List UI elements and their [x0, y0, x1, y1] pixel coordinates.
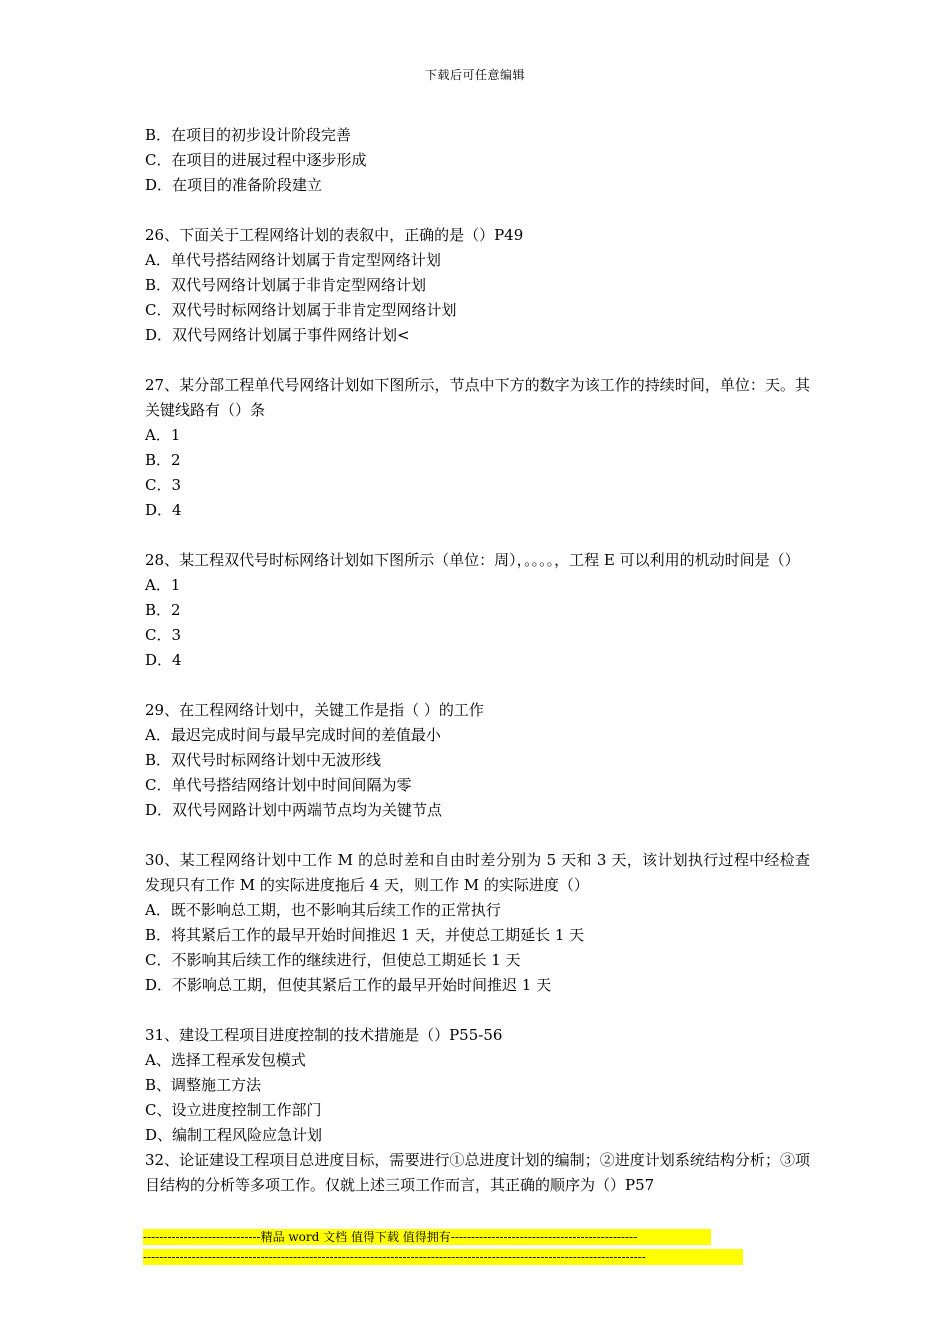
question-text: 32、论证建设工程项目总进度目标，需要进行①总进度计划的编制；②进度计划系统结构分析；③项目结构的分析等多项工作。仅就上述三项工作而言，其正确的顺序为（）P57 [145, 1151, 810, 1194]
footer-divider: ---------------------------------------------------------------------------------------------------------------------------- [143, 1249, 743, 1265]
question-text: 30、某工程网络计划中工作 M 的总时差和自由时差分别为 5 天和 3 天，该计划执行过程中经检查发现只有工作 M 的实际进度拖后 4 天，则工作 M 的实际进度（） [145, 851, 810, 894]
option-d: D．不影响总工期，但使其紧后工作的最早开始时间推迟 1 天 [145, 976, 552, 994]
option-a: A．既不影响总工期，也不影响其后续工作的正常执行 [145, 901, 501, 919]
question-block-31 [145, 1023, 810, 1148]
question-block-30 [145, 848, 810, 998]
question-block-25-tail [145, 123, 810, 198]
page-footer [143, 1229, 743, 1269]
option-c: C、设立进度控制工作部门 [145, 1101, 322, 1119]
option-d: D．双代号网络计划属于事件网络计划< [145, 326, 410, 344]
option-a: A．最迟完成时间与最早完成时间的差值最小 [145, 726, 441, 744]
option-c: C．不影响其后续工作的继续进行，但使总工期延长 1 天 [145, 951, 521, 969]
option-d: D．双代号网路计划中两端节点均为关键节点 [145, 801, 443, 819]
document-body [145, 123, 810, 1198]
option-a: A、选择工程承发包模式 [145, 1051, 306, 1069]
question-block-28 [145, 548, 810, 673]
option-c: C．3 [145, 626, 182, 644]
option-c: C．在项目的进展过程中逐步形成 [145, 151, 367, 169]
option-a: A．1 [145, 426, 181, 444]
question-block-27 [145, 373, 810, 523]
option-b: B．在项目的初步设计阶段完善 [145, 126, 352, 144]
page-header: 下载后可任意编辑 [424, 68, 525, 82]
option-b: B．2 [145, 451, 181, 469]
option-b: B．2 [145, 601, 181, 619]
option-b: B、调整施工方法 [145, 1076, 262, 1094]
option-a: A．单代号搭结网络计划属于肯定型网络计划 [145, 251, 441, 269]
question-text: 26、下面关于工程网络计划的表叙中，正确的是（）P49 [145, 226, 524, 244]
option-d: D、编制工程风险应急计划 [145, 1126, 323, 1144]
option-b: B．双代号网络计划属于非肯定型网络计划 [145, 276, 427, 294]
question-text: 28、某工程双代号时标网络计划如下图所示（单位：周），。。。。，工程 E 可以利用的机动时间是（） [145, 551, 800, 569]
question-text: 29、在工程网络计划中，关键工作是指（ ）的工作 [145, 701, 484, 719]
question-text: 31、建设工程项目进度控制的技术措施是（）P55-56 [145, 1026, 503, 1044]
option-d: D．4 [145, 651, 182, 669]
question-block-26 [145, 223, 810, 348]
option-b: B．将其紧后工作的最早开始时间推迟 1 天，并使总工期延长 1 天 [145, 926, 585, 944]
option-d: D．4 [145, 501, 182, 519]
question-text: 27、某分部工程单代号网络计划如下图所示，节点中下方的数字为该工作的持续时间，单位：天。其关键线路有（）条 [145, 376, 810, 419]
option-b: B．双代号时标网络计划中无波形线 [145, 751, 382, 769]
option-c: C．单代号搭结网络计划中时间间隔为零 [145, 776, 412, 794]
question-block-32 [145, 1148, 810, 1198]
option-d: D．在项目的准备阶段建立 [145, 176, 323, 194]
footer-banner: -----------------------------精品 word 文档 值得下载 值得拥有---------------------------------------------- [143, 1229, 711, 1245]
question-block-29 [145, 698, 810, 823]
option-a: A．1 [145, 576, 181, 594]
option-c: C．双代号时标网络计划属于非肯定型网络计划 [145, 301, 457, 319]
option-c: C．3 [145, 476, 182, 494]
